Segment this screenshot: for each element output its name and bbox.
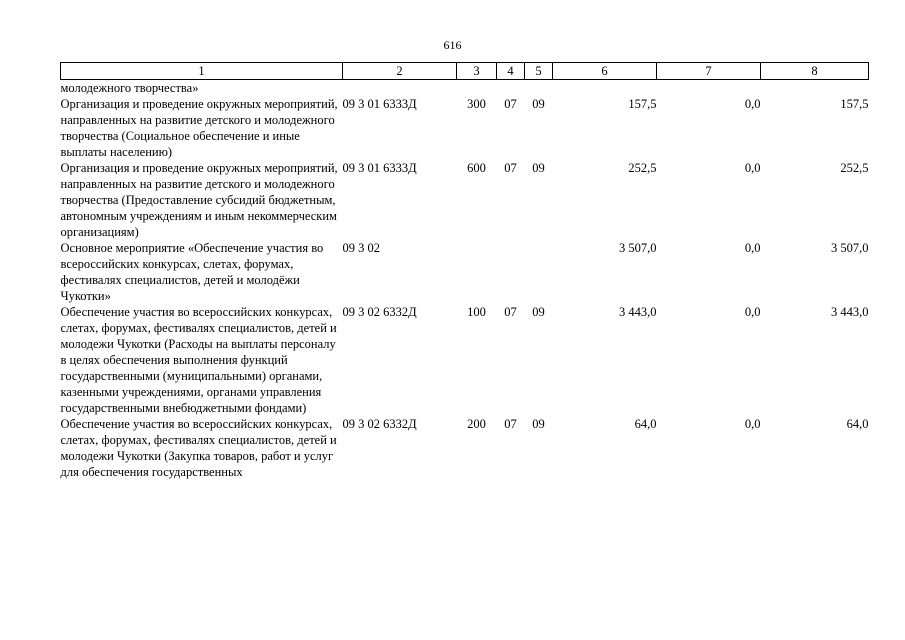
row-subsection: 09 — [532, 161, 545, 175]
column-header-8: 8 — [761, 63, 869, 80]
table-row — [61, 80, 869, 97]
row-amount-col8: 252,5 — [840, 161, 869, 175]
row-expense-type: 100 — [467, 305, 486, 319]
row-section: 07 — [504, 305, 517, 319]
row-section: 07 — [504, 97, 517, 111]
row-amount-col6: 252,5 — [628, 161, 657, 175]
row-amount-col8 — [761, 80, 869, 97]
column-header-3: 3 — [457, 63, 497, 80]
row-name: Обеспечение участия во всероссийских конкурсах, слетах, форумах, фестивалях специалистов, детей и молодежи Чукотки (Расходы на выплаты персоналу в целях обеспечения выполнения функций государственными (муниципальными) органами, казенными учреждениями, органами управления государственными внебюджетными фондами) — [60, 305, 337, 415]
row-code: 09 3 01 6333Д — [342, 161, 417, 175]
table-row — [61, 416, 869, 480]
row-name: Обеспечение участия во всероссийских конкурсах, слетах, форумах, фестивалях специалистов, детей и молодежи Чукотки (Закупка товаров, работ и услуг для обеспечения государственных — [60, 417, 337, 479]
row-amount-col6: 64,0 — [634, 417, 657, 431]
column-header-7: 7 — [657, 63, 761, 80]
row-expense-type: 200 — [467, 417, 486, 431]
row-amount-col8: 157,5 — [840, 97, 869, 111]
table-row — [61, 96, 869, 160]
row-amount-col7: 0,0 — [744, 305, 761, 319]
column-header-2: 2 — [343, 63, 457, 80]
table-row — [61, 304, 869, 416]
row-section — [497, 80, 525, 97]
table-body — [61, 80, 869, 481]
table-row — [61, 240, 869, 304]
row-expense-type — [457, 240, 497, 304]
row-subsection — [525, 240, 553, 304]
row-amount-col7 — [657, 80, 761, 97]
row-name: Основное мероприятие «Обеспечение участия во всероссийских конкурсах, слетах, форумах, фестивалях специалистов, детей и молодёжи Чукотки» — [60, 241, 324, 303]
row-name: молодежного творчества» — [60, 81, 199, 95]
row-amount-col8: 3 443,0 — [831, 305, 869, 319]
column-header-1: 1 — [61, 63, 343, 80]
column-header-6: 6 — [553, 63, 657, 80]
row-subsection — [525, 80, 553, 97]
table-header — [61, 63, 869, 80]
row-code: 09 3 02 6332Д — [342, 305, 417, 319]
table-row — [61, 160, 869, 240]
row-code: 09 3 02 6332Д — [342, 417, 417, 431]
row-amount-col6: 157,5 — [628, 97, 657, 111]
row-amount-col6 — [553, 80, 657, 97]
column-header-5: 5 — [525, 63, 553, 80]
budget-table — [60, 62, 869, 480]
row-code — [343, 80, 457, 97]
row-subsection: 09 — [532, 97, 545, 111]
row-amount-col7: 0,0 — [744, 417, 761, 431]
row-section — [497, 240, 525, 304]
row-amount-col7: 0,0 — [744, 161, 761, 175]
header-row — [61, 63, 869, 80]
row-amount-col6: 3 443,0 — [619, 305, 657, 319]
row-subsection: 09 — [532, 417, 545, 431]
row-amount-col7: 0,0 — [744, 97, 761, 111]
row-amount-col7: 0,0 — [744, 241, 761, 255]
row-code: 09 3 01 6333Д — [342, 97, 417, 111]
page-number: 616 — [443, 38, 462, 52]
row-expense-type: 600 — [467, 161, 486, 175]
row-name: Организация и проведение окружных мероприятий, направленных на развитие детского и молодежного творчества (Социальное обеспечение и иные выплаты населению) — [60, 97, 338, 159]
row-expense-type — [457, 80, 497, 97]
row-section: 07 — [504, 161, 517, 175]
row-amount-col6: 3 507,0 — [619, 241, 657, 255]
row-amount-col8: 3 507,0 — [831, 241, 869, 255]
row-subsection: 09 — [532, 305, 545, 319]
row-expense-type: 300 — [467, 97, 486, 111]
row-code: 09 3 02 — [342, 241, 380, 255]
row-section: 07 — [504, 417, 517, 431]
row-amount-col8: 64,0 — [846, 417, 869, 431]
column-header-4: 4 — [497, 63, 525, 80]
row-name: Организация и проведение окружных мероприятий, направленных на развитие детского и молодежного творчества (Предоставление субсидий бюджетным, автономным учреждениям и иным некоммерческим организациям) — [60, 161, 338, 239]
